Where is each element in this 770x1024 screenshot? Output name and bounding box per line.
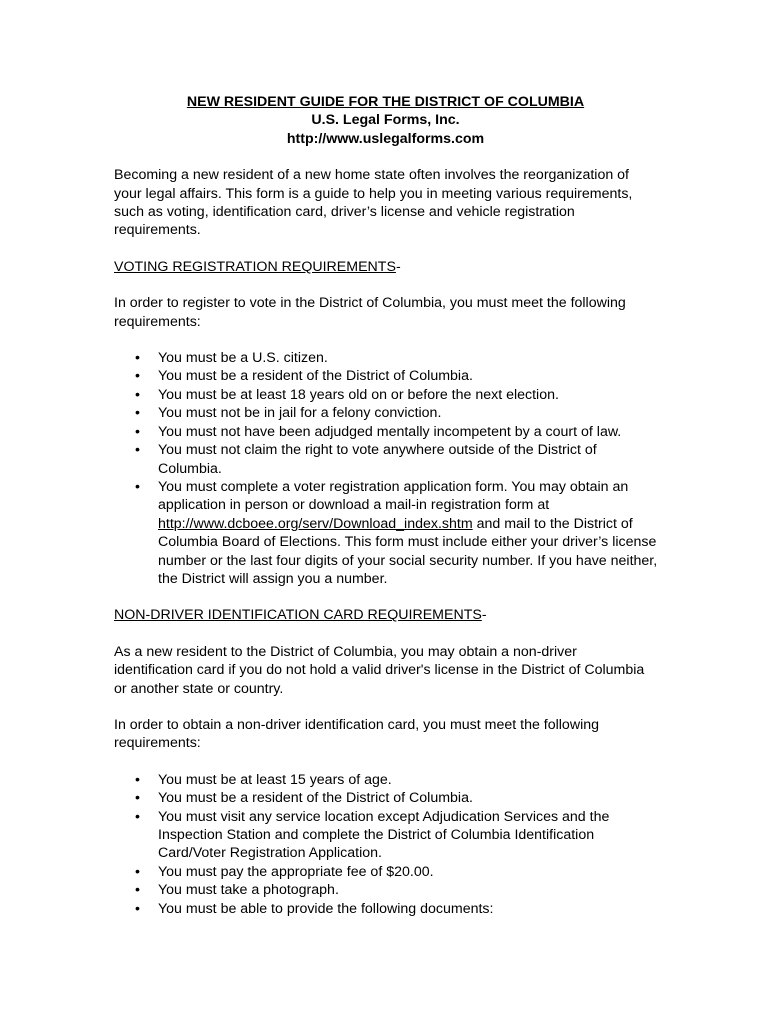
bullet-icon: • [135,900,140,917]
list-item: • You must be a resident of the District of Columbia. [135,368,473,385]
voting-heading-suffix: - [395,258,401,275]
id-card-requirements-list [114,771,659,918]
voting-lead-paragraph: In order to register to vote in the District of Columbia, you must meet the following requirements: [114,295,626,330]
document-page [114,93,659,918]
list-item: • You must be a U.S. citizen. [135,350,328,367]
id-card-heading-suffix: - [481,607,487,624]
voting-requirements-list [114,349,659,588]
bullet-icon: • [135,423,140,440]
bullet-icon: • [135,863,140,880]
bullet-icon: • [135,386,140,403]
list-item: • You must not claim the right to vote anywhere outside of the District of Columbia. [135,442,597,477]
document-title: NEW RESIDENT GUIDE FOR THE DISTRICT OF COLUMBIA [186,94,585,110]
voting-heading-text: VOTING REGISTRATION REQUIREMENTS [114,258,396,275]
list-item: • You must take a photograph. [135,882,339,899]
voting-section-heading [114,258,659,276]
bullet-icon: • [135,790,140,807]
download-form-link[interactable]: http://www.dcboee.org/serv/Download_index.shtm [158,515,473,532]
list-item: • You must not be in jail for a felony conviction. [135,405,442,422]
list-item: • You must be at least 18 years old on or before the next election. [135,386,559,403]
bullet-icon: • [135,478,140,495]
list-item: • You must pay the appropriate fee of $20.00. [135,863,434,880]
bullet-icon: • [135,808,140,825]
intro-paragraph: Becoming a new resident of a new home state often involves the reorganization of your legal affairs. This form is a guide to help you in meeting various requirements, such as voting, identification card, driver’s license and vehicle registration requirements. [114,167,633,239]
bullet-icon: • [135,350,140,367]
list-item: • You must complete a voter registration application form. You may obtain an application in person or download a mail-in registration form at http://www.dcboee.org/serv/Download_index.shtm and mail to the District of Columbia Board of Elections. This form must include either your driver’s license number or the last four digits of your social security number. If you have neither, the District will assign you a number. [135,478,658,587]
company-website: http://www.uslegalforms.com [286,130,485,147]
list-item: • You must be a resident of the District of Columbia. [135,790,473,807]
list-item: • You must be at least 15 years of age. [135,771,392,788]
bullet-icon: • [135,405,140,422]
document-header [112,93,659,148]
bullet-icon: • [135,882,140,899]
bullet-icon: • [135,442,140,459]
id-card-heading-text: NON-DRIVER IDENTIFICATION CARD REQUIREMENTS [114,607,482,624]
company-name: U.S. Legal Forms, Inc. [311,112,460,129]
id-card-paragraph-2: In order to obtain a non-driver identification card, you must meet the following requirements: [114,716,600,752]
list-item: • You must be able to provide the following documents: [135,900,494,917]
bullet-icon: • [135,771,140,788]
list-item: • You must not have been adjudged mentally incompetent by a court of law. [135,423,622,440]
id-card-paragraph-1: As a new resident to the District of Columbia, you may obtain a non-driver identification card if you do not hold a valid driver's license in the District of Columbia or another state or country. [114,643,645,697]
id-card-section-heading [114,606,659,624]
bullet-icon: • [135,368,140,385]
list-item: • You must visit any service location except Adjudication Services and the Inspection Station and complete the District of Columbia Identification Card/Voter Registration Application. [135,808,610,862]
